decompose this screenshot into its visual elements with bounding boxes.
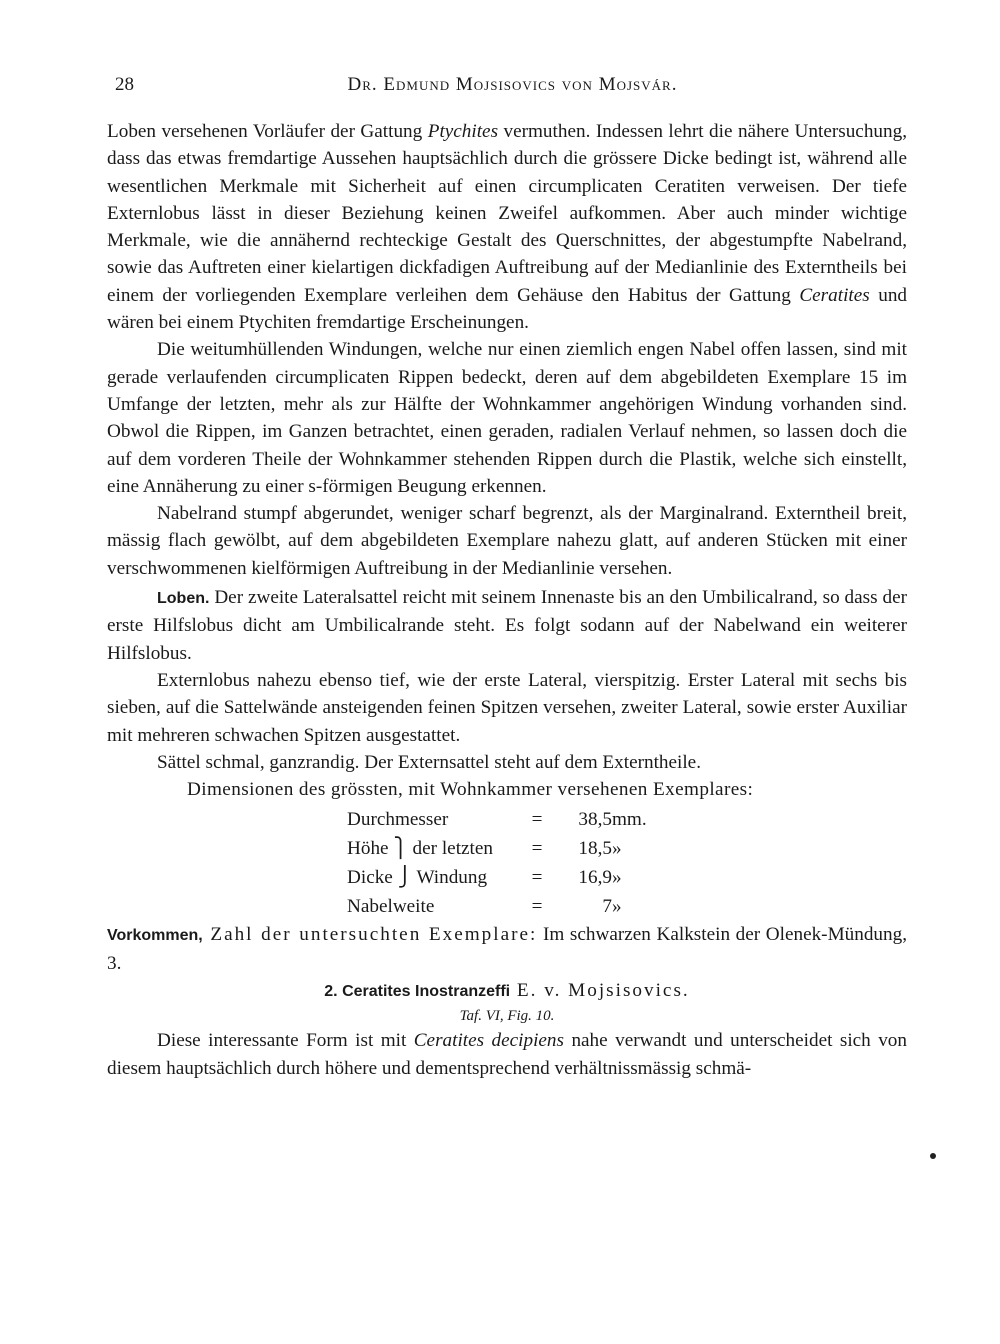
text-run: nahe verwandt und unterscheidet sich von diesem hauptsächlich durch höhere und dementsprechend verhältnissmässig schmä- (107, 1030, 907, 1079)
body-text (107, 118, 907, 1082)
dim-value: 38,5 (578, 809, 612, 831)
section-heading (107, 977, 907, 1005)
paragraph-5: Sättel schmal, ganzrandig. Der Externsattel steht auf dem Externtheile. (157, 751, 701, 773)
text-run: Der zweite Lateralsattel reicht mit seinem Innenaste bis an den Umbilicalrand, so dass der erste Hilfslobus dicht am Umbilicalrande steht. Es folgt sodann auf der Nabelwand ein weiterer Hilfslobus. (107, 587, 907, 664)
text-run: Diese interessante Form ist mit (157, 1030, 414, 1052)
dimensions-table (347, 805, 652, 921)
text-run: und wären bei einem Ptychiten fremdartige Erscheinungen. (107, 284, 908, 334)
dim-eq: = (531, 896, 543, 918)
dim-label: Nabelweite (347, 896, 435, 918)
table-row (347, 805, 652, 834)
paragraph-loben (107, 584, 907, 667)
table-row (347, 892, 652, 921)
dim-label: Durchmesser (347, 809, 449, 831)
paragraph-1 (107, 118, 907, 336)
genus-name: Ptychites (427, 121, 499, 142)
text-run: Im schwarzen Kalkstein der Olenek-Mündung, 3. (107, 924, 907, 974)
keyword-loben: Loben. (157, 590, 210, 608)
dim-eq: = (531, 838, 543, 860)
paragraph-vorkommen (107, 921, 907, 977)
keyword-vorkommen: Vorkommen, (107, 927, 203, 945)
margin-dot (930, 1153, 936, 1159)
table-row (347, 863, 652, 892)
dim-value: 18,5 (578, 838, 612, 860)
paragraph-6 (107, 1027, 907, 1082)
running-head: Dr. Edmund Mojsisovics von Mojsvár. (347, 74, 678, 95)
species-name: 2. Ceratites Inostranzeffi (324, 983, 511, 1001)
dim-label: Dicke ⎭ Windung (347, 867, 488, 889)
page-number: 28 (115, 74, 134, 95)
paragraph-2: Die weitumhüllenden Windungen, welche nur einen ziemlich engen Nabel offen lassen, sind mit gerade verlaufenden circumplicaten Rippen bedeckt, deren auf dem abgebildeten Exemplare 15 im Umfange der letzten, mehr als zur Hälfte der Wohnkammer angehörigen Windung vorhanden sind. Obwol die Rippen, im Ganzen betrachtet, einen geraden, radialen Verlauf nehmen, so lassen doch die auf dem vorderen Theile der Wohnkammer stehenden Rippen durch die Plastik, welche sich einstellt, eine Annäherung zu einer s-förmigen Beugung erkennen. (107, 339, 907, 497)
text-run: vermuthen. Indessen lehrt die nähere Untersuchung, dass das etwas fremdartige Aussehen hauptsächlich durch die grössere Dicke bedingt ist, während alle wesentlichen Merkmale mit Sicherheit auf einen circumplicaten Ceratiten verweisen. Der tiefe Externlobus lässt in dieser Beziehung keinen Zweifel aufkommen. Aber auch minder wichtige Merkmale, wie die annähernd rechteckige Gestalt des Querschnittes, der abgestumpfte Nabelrand, sowie das Auftreten einer kielartigen dickfadigen Auftreibung auf der Medianlinie des Externtheils bei einem der vorliegenden Exemplare verleihen dem Gehäuse den Habitus der Gattung (107, 121, 907, 306)
dim-eq: = (531, 867, 543, 889)
paragraph-3: Nabelrand stumpf abgerundet, weniger scharf begrenzt, als der Marginalrand. Externtheil breit, mässig flach gewölbt, auf dem abgebildeten Exemplare nahezu glatt, auf anderen Stücken mit einer verschwommenen kielförmigen Auftreibung in der Medianlinie versehen. (107, 503, 907, 579)
table-row (347, 834, 652, 863)
dim-unit: mm. (612, 809, 647, 831)
genus-name: Ceratites (799, 284, 870, 306)
dim-value: 16,9 (578, 867, 612, 889)
dimensions-title: Dimensionen des grössten, mit Wohnkammer versehenen Exemplares: (187, 779, 754, 801)
plate-reference: Taf. VI, Fig. 10. (459, 1008, 555, 1025)
dim-eq: = (531, 809, 543, 831)
text-run: Zahl der untersuchten Exemplare: (202, 924, 538, 946)
dim-unit: » (612, 838, 622, 860)
species-name: Ceratites decipiens (413, 1030, 564, 1052)
dim-value: 7 (602, 896, 612, 918)
dim-unit: » (612, 896, 622, 918)
page-header (115, 74, 910, 102)
text-run: Loben versehenen Vorläufer der Gattung (107, 121, 428, 142)
dim-unit: » (612, 867, 622, 889)
species-author: E. v. Mojsisovics. (510, 980, 690, 1002)
dim-label: Höhe ⎫ der letzten (347, 838, 493, 860)
paragraph-4: Externlobus nahezu ebenso tief, wie der erste Lateral, vierspitzig. Erster Lateral mit sechs bis sieben, auf die Sattelwände ansteigenden feinen Spitzen versehen, zweiter Lateral, sowie erster Auxiliar mit mehreren schwachen Spitzen ausgestattet. (107, 669, 907, 746)
